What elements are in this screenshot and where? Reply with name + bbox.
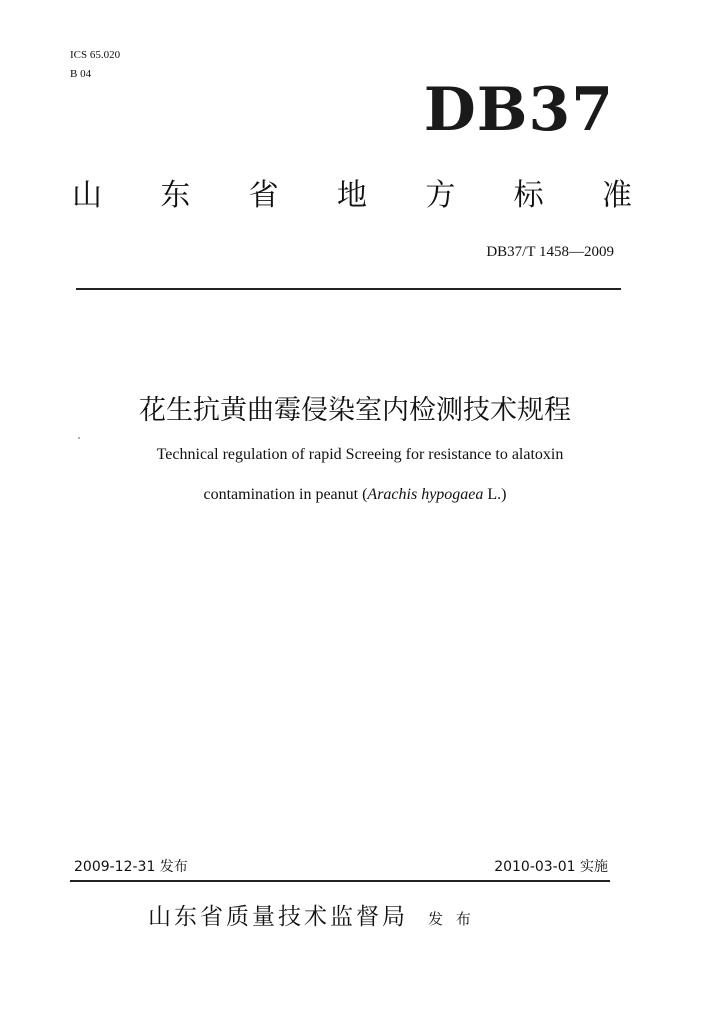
- publisher-name: 山东省质量技术监督局: [148, 904, 408, 930]
- standard-type-char: 省: [248, 178, 279, 213]
- ics-code-block: [70, 45, 120, 83]
- english-title-line2: [0, 486, 710, 504]
- species-name: Arachis hypogaea: [367, 486, 484, 503]
- header-divider: [76, 288, 621, 290]
- date-row: [74, 856, 608, 876]
- standard-type-char: 准: [601, 178, 632, 213]
- standard-type-char: 东: [160, 178, 191, 213]
- db37-logo: DB37: [423, 75, 614, 145]
- standard-type-title: [72, 178, 632, 214]
- classification-code: B 04: [70, 68, 92, 80]
- standard-type-char: 标: [513, 178, 544, 213]
- standard-type-char: 山: [72, 178, 102, 213]
- standard-type-char: 地: [336, 178, 367, 213]
- publisher-suffix: 发 布: [428, 910, 475, 928]
- footer-divider: [70, 880, 610, 882]
- issue-date: 2009-12-31 发布: [74, 859, 188, 875]
- chinese-title: 花生抗黄曲霉侵染室内检测技术规程: [139, 395, 571, 426]
- english-title-suffix: L.): [483, 486, 507, 503]
- implement-date: 2010-03-01 实施: [494, 859, 608, 875]
- standard-number: DB37/T 1458—2009: [486, 244, 614, 260]
- english-title-prefix: contamination in peanut (: [203, 486, 368, 503]
- scan-speck: [78, 437, 80, 439]
- standard-type-char: 方: [425, 178, 456, 213]
- ics-code: ICS 65.020: [70, 49, 121, 61]
- publisher-line: [148, 898, 475, 931]
- english-title-line1: Technical regulation of rapid Screeing for resistance to alatoxin: [156, 446, 564, 463]
